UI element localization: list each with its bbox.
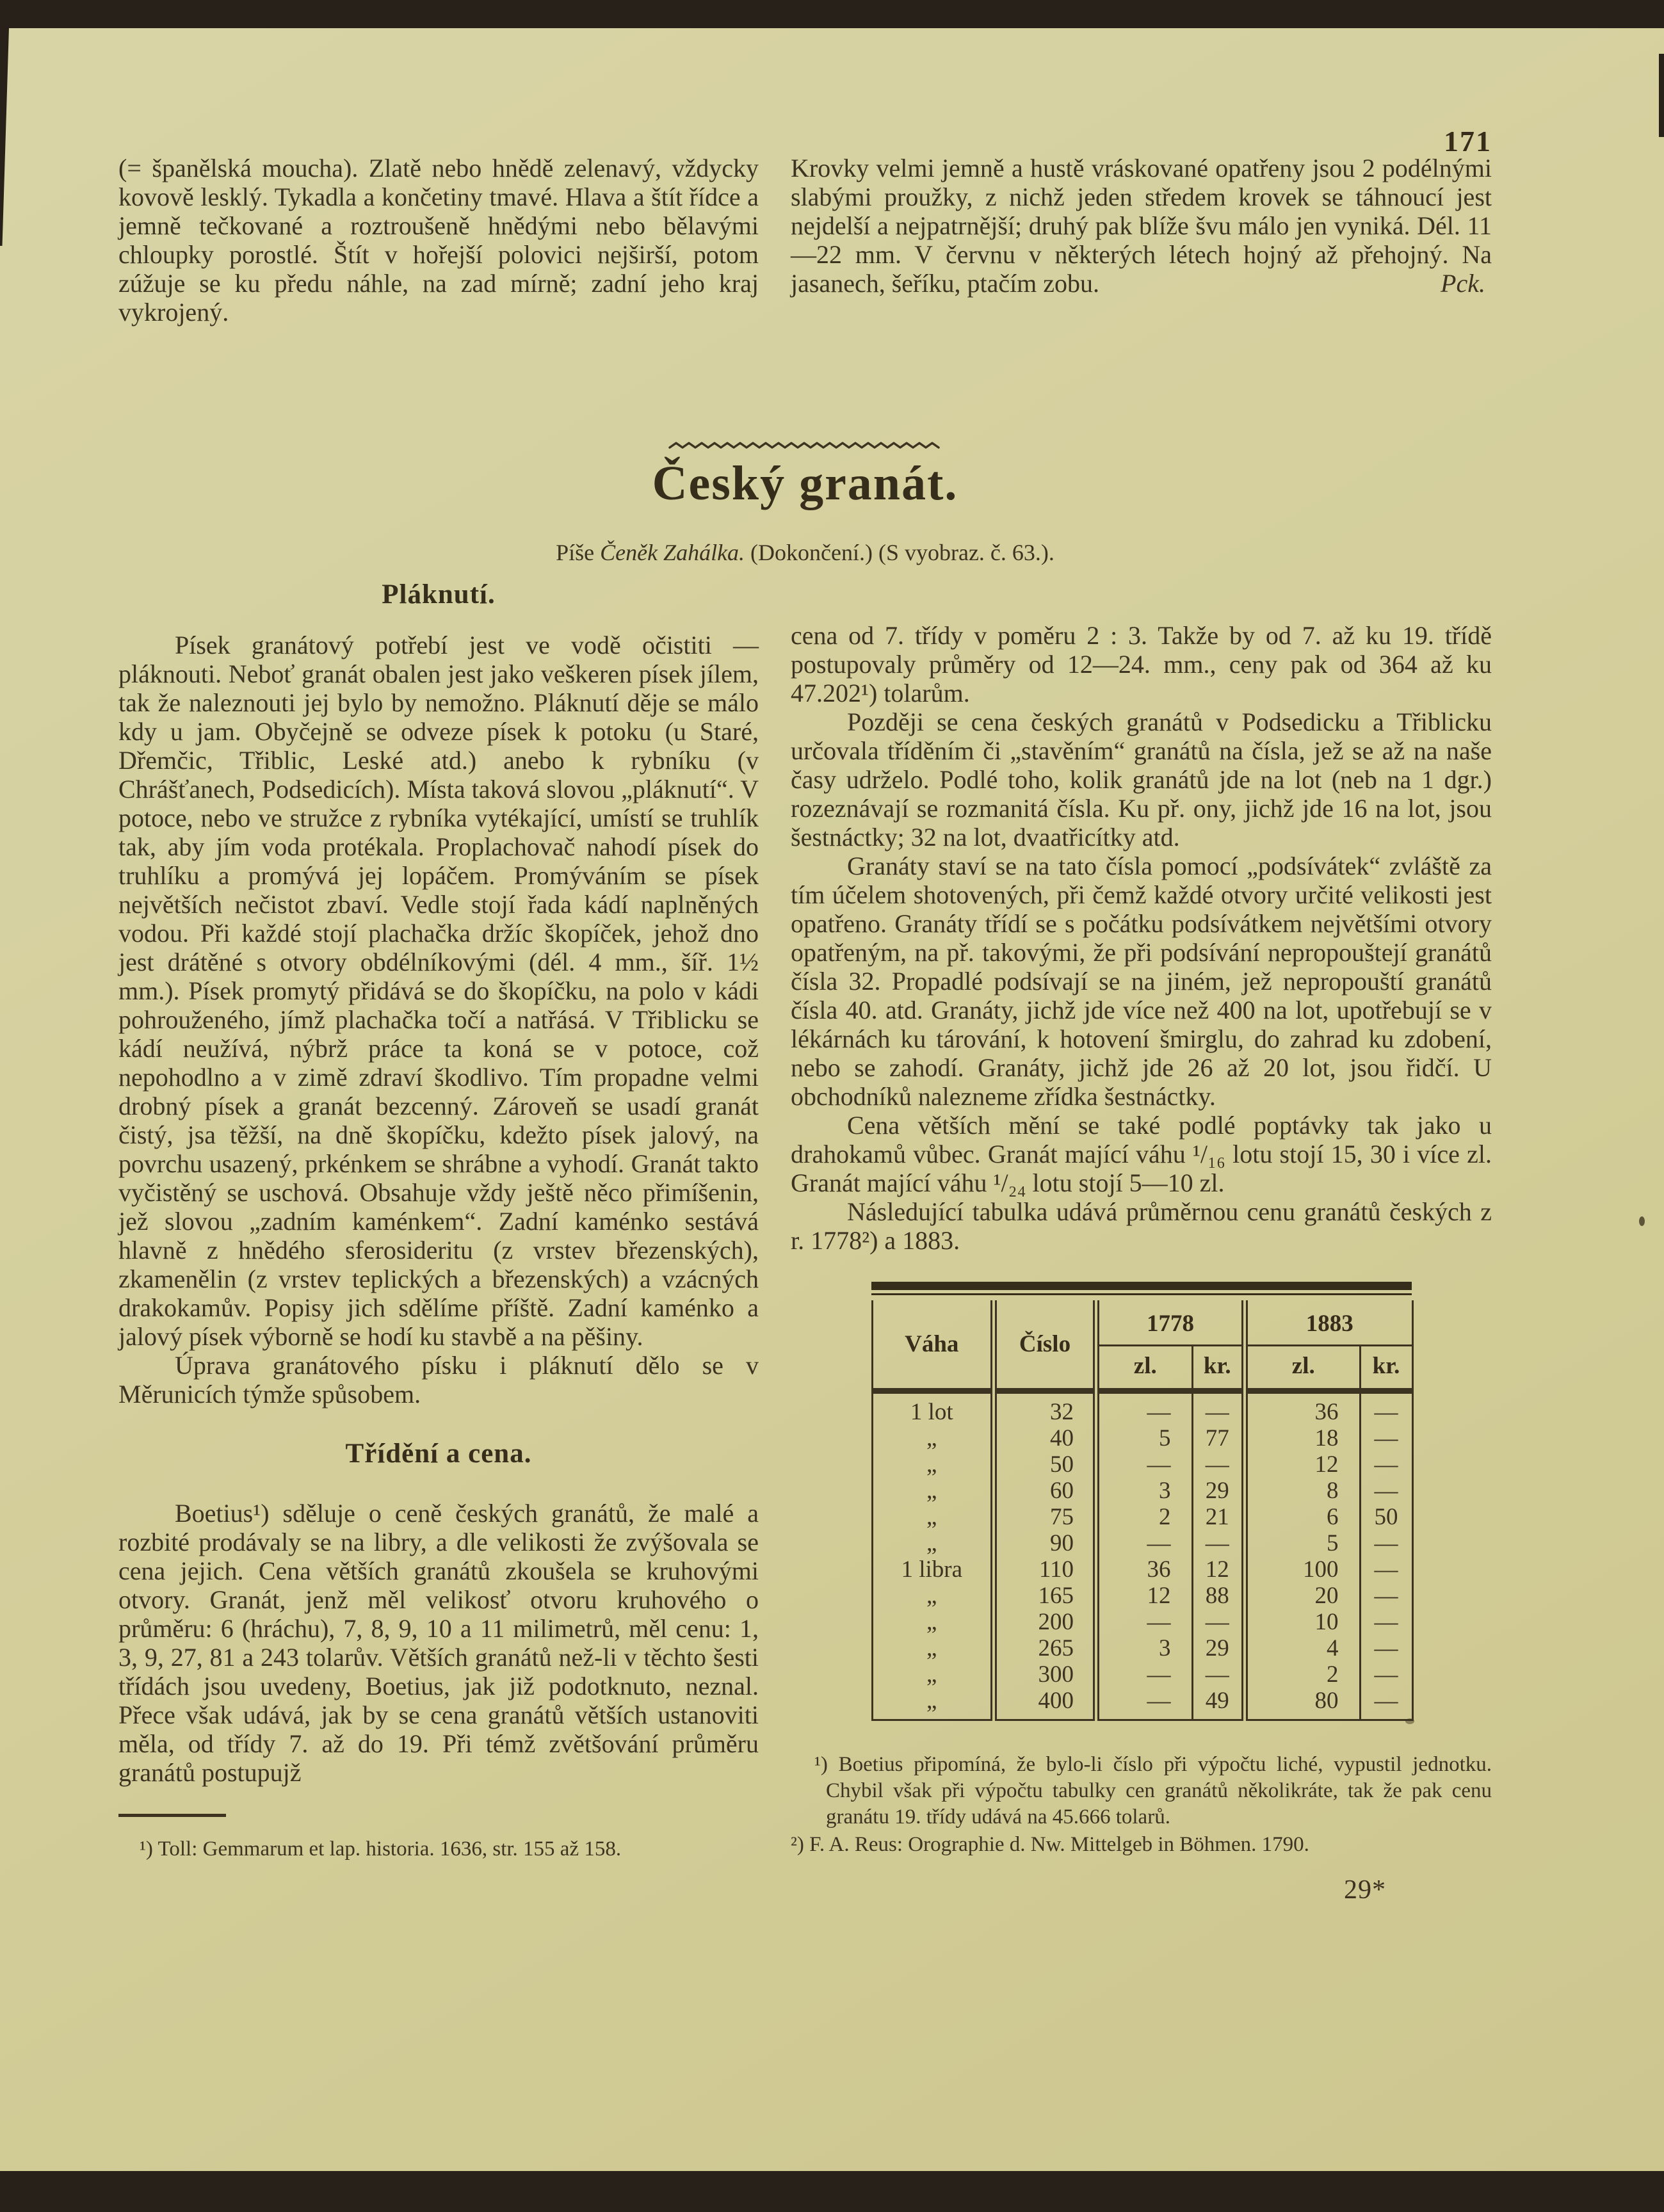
cell-1778-zl: — xyxy=(1096,1451,1192,1478)
cell-1778-zl: 2 xyxy=(1096,1504,1192,1530)
cell-number: 60 xyxy=(994,1478,1096,1504)
cell-1883-zl: 100 xyxy=(1245,1556,1360,1583)
cell-number: 400 xyxy=(994,1688,1096,1720)
cell-1778-kr: 49 xyxy=(1192,1688,1245,1720)
price-table xyxy=(871,1282,1412,1721)
cell-1883-kr: — xyxy=(1360,1451,1412,1478)
paragraph: Písek granátový potřebí jest ve vodě očistiti — pláknouti. Neboť granát obalen jest jako veškeren písek jílem, tak že naleznouti jej bylo by nemožno. Pláknutí děje se málo kdy u jam. Obyčejně se odveze písek k potoku (u Staré, Dřemčic, Třiblic, Leské atd.) anebo k rybníku (v Chrášťanech, Podsedicích). Místa taková slovou „pláknutí“. V potoce, nebo ve stružce z rybníka vytékající, umístí se truhlík tak, aby jím voda protékala. Proplachovač nahodí písek do truhlíku a promývá jej lopáčem. Promýváním se písek největších nečistot zbaví. Vedle stojí řada kádí naplněných vodou. Při každé stojí plachačka držíc škopíček, jehož dno jest drátěné s otvory obdélníkovými (dél. 4 mm., šíř. 1½ mm.). Písek promytý přidává se do škopíčku, na polo v kádi pohrouženého, jímž plachačka točí a natřásá. V Třiblicku se kádí neužívá, nýbrž práce ta koná se v potoce, což nepohodlno a v zimě zdraví škodlivo. Tím propadne velmi drobný písek a granát bezcenný. Zároveň se usadí granát čistý, jsa těžší, na dně škopíčku, kdežto písek jalový, na povrchu usazený, prkénkem se shrábne a vyhodí. Granát takto vyčistěný se uschová. Obsahuje vždy ještě něco přimíšenin, jež slovou „zadním kaménkem“. Zadní kaménko sestává hlavně z hnědého sferosideritu (z vrstev březenských), zkamenělin (z vrstev teplických a březenských) a vzácných drakokamův. Popisy jich sdělíme příště. Zadní kaménko a jalový písek výborně se hodí ku stavbě a na pěšiny. xyxy=(118,631,759,1351)
cell-weight: „ xyxy=(926,1661,937,1688)
cell-1883-kr: — xyxy=(1360,1556,1412,1583)
scan-edge-shadow-right xyxy=(1659,54,1664,137)
col-header-kr-1883: kr. xyxy=(1360,1346,1412,1391)
cell-1883-kr: — xyxy=(1360,1391,1412,1426)
cell-weight: „ xyxy=(926,1688,937,1714)
zigzag-ornament-icon xyxy=(668,438,943,453)
byline-suffix: (Dokončení.) (S vyobraz. č. 63.). xyxy=(750,540,1054,565)
cell-1778-zl: — xyxy=(1096,1391,1192,1426)
cell-number: 110 xyxy=(994,1556,1096,1583)
table-row xyxy=(872,1661,1412,1688)
cell-weight: 1 lot xyxy=(910,1399,953,1425)
footnote-right-1: ¹) Boetius připomíná, že bylo-li číslo při výpočtu liché, vypustil jednotku. Chybil však při výpočtu tabulky cen granátů několikráte, tak že pak cenu granátu 19. třídy udává na 45.666 tolarů. xyxy=(814,1753,1492,1829)
cell-1778-kr: 29 xyxy=(1192,1478,1245,1504)
table-row xyxy=(872,1609,1412,1635)
cell-weight: „ xyxy=(926,1504,937,1530)
prev-article-right-column xyxy=(791,154,1492,327)
cell-1883-zl: 8 xyxy=(1245,1478,1360,1504)
byline-prefix: Píše xyxy=(556,540,595,565)
cell-1778-kr: 88 xyxy=(1192,1583,1245,1609)
cell-weight: 1 libra xyxy=(901,1556,963,1583)
table-row xyxy=(872,1391,1412,1426)
cell-weight: „ xyxy=(926,1425,937,1451)
table-row xyxy=(872,1504,1412,1530)
byline xyxy=(118,539,1492,566)
cell-number: 265 xyxy=(994,1635,1096,1661)
footnote-left-1: ¹) Toll: Gemmarum et lap. historia. 1636, str. 155 až 158. xyxy=(140,1837,622,1861)
cell-1883-kr: — xyxy=(1360,1583,1412,1609)
cell-1778-zl: 12 xyxy=(1096,1583,1192,1609)
paragraph: Úprava granátového písku i pláknutí dělo se v Měrunicích týmže spůsobem. xyxy=(118,1351,759,1409)
cell-number: 200 xyxy=(994,1609,1096,1635)
cell-1778-kr: 12 xyxy=(1192,1556,1245,1583)
cell-weight: „ xyxy=(926,1451,937,1478)
cell-1883-kr: 50 xyxy=(1360,1504,1412,1530)
cell-1778-kr: 29 xyxy=(1192,1635,1245,1661)
cell-1883-zl: 10 xyxy=(1245,1609,1360,1635)
col-header-year-1883: 1883 xyxy=(1245,1300,1412,1346)
section-heading-trideni-a-cena: Třídění a cena. xyxy=(345,1439,532,1469)
cell-1883-kr: — xyxy=(1360,1688,1412,1720)
cell-1778-kr: — xyxy=(1192,1530,1245,1556)
cell-1778-kr: — xyxy=(1192,1661,1245,1688)
paragraph: Následující tabulka udává průměrnou cenu granátů českých z r. 1778²) a 1883. xyxy=(791,1197,1492,1255)
table-top-rule xyxy=(871,1282,1412,1295)
table-row xyxy=(872,1478,1412,1504)
page-number: 171 xyxy=(1444,125,1492,157)
prev-article-right-text: Krovky velmi jemně a hustě vráskované opatřeny jsou 2 podélnými slabými proužky, z nichž jeden středem krovek se táhnoucí jest nejdelší a nejpatrnější; druhý pak blíže švu málo jen vyniká. Dél. 11—22 mm. V červnu v některých létech hojný až přehojný. Na jasanech, šeříku, ptačím zobu. xyxy=(791,154,1492,298)
paragraph: Boetius¹) sděluje o ceně českých granátů, že malé a rozbité prodávaly se na libry, a dle velikosti že zvýšovala se cena jejich. Cena větších granátů zkoušela se kruhovými otvory. Granát, jenž měl velikosť otvoru kruhového o průměru: 6 (hráchu), 7, 8, 9, 10 a 11 milimetrů, měl cenu: 1, 3, 9, 27, 81 a 243 tolarův. Větších granátů než-li v těchto šesti třídách jsou uvedeny, Boetius, jak již podotknuto, neznal. Přece však udává, jak by se cena granátů větších ustanoviti měla, od třídy 7. až do 19. Při témž zvětšování průměru granátů postupujž xyxy=(118,1499,759,1787)
book-page xyxy=(0,28,1664,2171)
cell-1883-zl: 4 xyxy=(1245,1635,1360,1661)
cell-number: 50 xyxy=(994,1451,1096,1478)
cell-1883-zl: 20 xyxy=(1245,1583,1360,1609)
cell-1778-zl: 36 xyxy=(1096,1556,1192,1583)
cell-number: 300 xyxy=(994,1661,1096,1688)
cell-1778-zl: — xyxy=(1096,1688,1192,1720)
cell-1778-zl: — xyxy=(1096,1609,1192,1635)
table-row xyxy=(872,1688,1412,1720)
cell-1778-zl: — xyxy=(1096,1661,1192,1688)
cell-weight: „ xyxy=(926,1609,937,1635)
cell-weight: „ xyxy=(926,1478,937,1504)
table-row xyxy=(872,1583,1412,1609)
cell-number: 32 xyxy=(994,1391,1096,1426)
squiggle-divider xyxy=(118,438,1492,456)
footnote-rule xyxy=(118,1814,226,1817)
cell-1883-zl: 80 xyxy=(1245,1688,1360,1720)
prev-article-author-abbrev: Pck. xyxy=(1441,269,1485,298)
table-row xyxy=(872,1635,1412,1661)
table-row xyxy=(872,1425,1412,1451)
cell-weight: „ xyxy=(926,1530,937,1556)
cell-1883-kr: — xyxy=(1360,1425,1412,1451)
prev-article-left-column: (= španělská moucha). Zlatě nebo hnědě zelenavý, vždycky kovově lesklý. Tykadla a končetiny tmavé. Hlava a štít řídce a jemně tečkované a roztroušeně hnědými nebo bělavými chloupky porostlé. Štít v hořejší polovici nejširší, potom zúžuje se ku předu náhle, na zad mírně; zadní jeho kraj vykrojený. xyxy=(118,154,759,327)
cell-number: 90 xyxy=(994,1530,1096,1556)
table-body xyxy=(872,1391,1412,1720)
main-left-column xyxy=(118,576,759,1862)
cell-number: 40 xyxy=(994,1425,1096,1451)
cell-1778-zl: 3 xyxy=(1096,1478,1192,1504)
cell-1778-kr: — xyxy=(1192,1451,1245,1478)
paragraph: Cena větších mění se také podlé poptávky tak jako u drahokamů vůbec. Granát mající váhu ¹/₁₆ lotu stojí 15, 30 i více zl. Granát mající váhu ¹/₂₄ lotu stojí 5—10 zl. xyxy=(791,1111,1492,1197)
cell-1883-zl: 5 xyxy=(1245,1530,1360,1556)
col-header-number: Číslo xyxy=(994,1300,1096,1391)
col-header-zl-1778: zl. xyxy=(1096,1346,1192,1391)
cell-1883-kr: — xyxy=(1360,1530,1412,1556)
cell-1778-kr: 77 xyxy=(1192,1425,1245,1451)
cell-1778-zl: — xyxy=(1096,1530,1192,1556)
scan-speck xyxy=(1639,1216,1645,1226)
paragraph: Později se cena českých granátů v Podsedicku a Třiblicku určovala tříděním či „stavěním“ granátů na čísla, jež se až na naše časy udrželo. Podlé toho, kolik granátů jde na lot (neb na 1 dgr.) rozeznávají se rozmanitá čísla. Ku př. ony, jichž jde 16 na lot, jsou šestnáctky; 32 na lot, dvaatřicítky atd. xyxy=(791,707,1492,852)
cell-number: 75 xyxy=(994,1504,1096,1530)
cell-1883-zl: 18 xyxy=(1245,1425,1360,1451)
cell-1778-kr: — xyxy=(1192,1609,1245,1635)
cell-1883-zl: 12 xyxy=(1245,1451,1360,1478)
cell-1883-kr: — xyxy=(1360,1609,1412,1635)
cell-weight: „ xyxy=(926,1583,937,1609)
cell-number: 165 xyxy=(994,1583,1096,1609)
paragraph: Granáty staví se na tato čísla pomocí „podsívátek“ zvláště za tím účelem shotovených, při čemž každé otvory určité velikosti jest opatřeno. Granáty třídí se s počátku podsívátkem největšími otvory opatřeným, na př. takovými, že při podsívání nepropouštejí granátů čísla 32. Propadlé podsívají se na jiném, jež nepropouští granátů čísla 40. atd. Granáty, jichž jde více než 400 na lot, upotřebují se v lékárnách ku tárování, k hotovení šmirglu, do zahrad ku zdobení, nebo se zahodí. Granáty, jichž jde 26 až 20 lot, jsou řidčí. U obchodníků nalezneme zřídka šestnáctky. xyxy=(791,852,1492,1111)
cell-1883-zl: 36 xyxy=(1245,1391,1360,1426)
signature-mark: 29* xyxy=(1344,1875,1386,1905)
article-title: Český granát. xyxy=(652,456,958,510)
garnet-price-table xyxy=(871,1300,1414,1721)
main-right-column xyxy=(791,576,1492,1905)
col-header-kr-1778: kr. xyxy=(1192,1346,1245,1391)
cell-1883-zl: 6 xyxy=(1245,1504,1360,1530)
cell-1778-zl: 5 xyxy=(1096,1425,1192,1451)
col-header-year-1778: 1778 xyxy=(1096,1300,1245,1346)
table-row xyxy=(872,1556,1412,1583)
scan-edge-shadow-left xyxy=(0,28,9,246)
footnote-right-2: ²) F. A. Reus: Orographie d. Nw. Mittelgeb in Böhmen. 1790. xyxy=(791,1833,1309,1856)
table-header xyxy=(872,1300,1412,1391)
byline-author: Čeněk Zahálka. xyxy=(600,540,745,565)
cell-1778-zl: 3 xyxy=(1096,1635,1192,1661)
cell-weight: „ xyxy=(926,1635,937,1661)
previous-article-end xyxy=(118,154,1492,327)
cell-1778-kr: 21 xyxy=(1192,1504,1245,1530)
col-header-zl-1883: zl. xyxy=(1245,1346,1360,1391)
cell-1883-kr: — xyxy=(1360,1635,1412,1661)
paragraph: cena od 7. třídy v poměru 2 : 3. Takže by od 7. až ku 19. třídě postupovaly průměry od 12—24. mm., ceny pak od 364 až ku 47.202¹) tolarům. xyxy=(791,621,1492,707)
cell-1883-zl: 2 xyxy=(1245,1661,1360,1688)
cell-1883-kr: — xyxy=(1360,1661,1412,1688)
section-heading-plaknuti: Pláknutí. xyxy=(382,579,496,610)
cell-1778-kr: — xyxy=(1192,1391,1245,1426)
col-header-weight: Váha xyxy=(905,1331,959,1357)
cell-1883-kr: — xyxy=(1360,1478,1412,1504)
table-row xyxy=(872,1530,1412,1556)
table-row xyxy=(872,1451,1412,1478)
